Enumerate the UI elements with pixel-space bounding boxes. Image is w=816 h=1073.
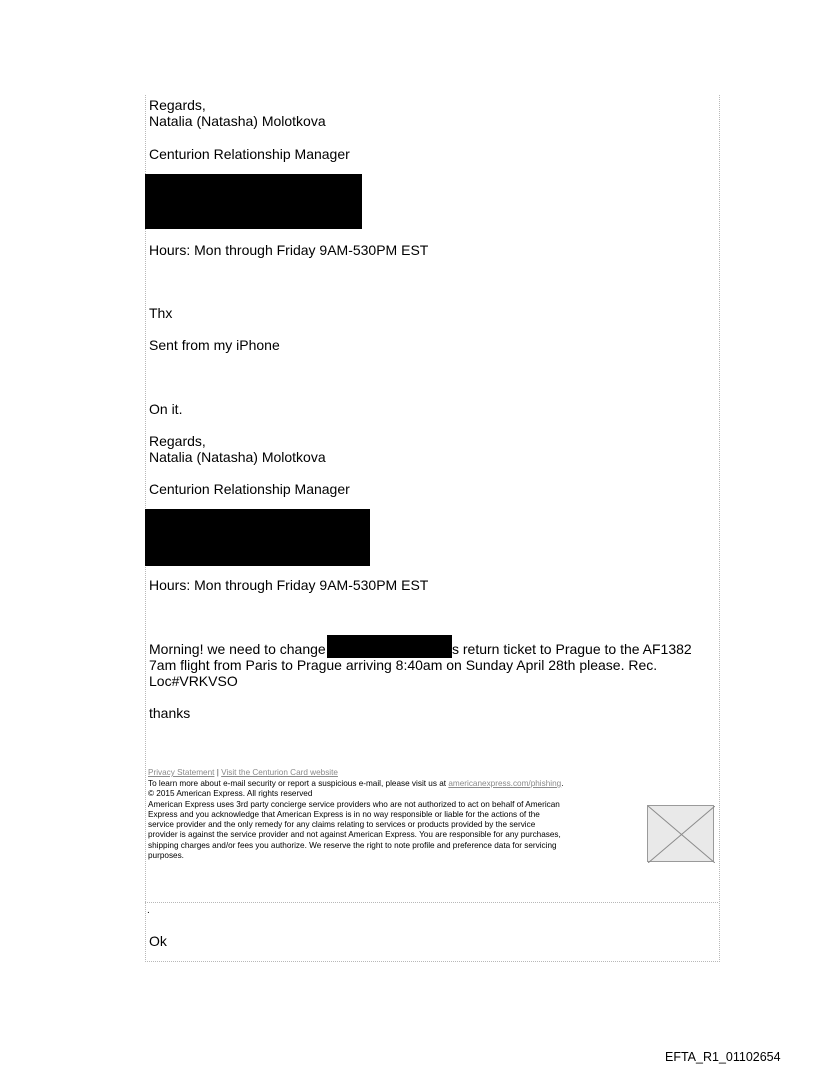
link-separator: | [216,768,219,777]
footer-disclaimer-line: service provider and the only remedy for any claims relating to services or products provided by the service [148,820,536,829]
signature-title: Centurion Relationship Manager [149,146,350,162]
redaction-block [145,509,370,566]
footer-disclaimer-line: shipping charges and/or fees you authorize. We reserve the right to note profile and preference data for servicing [148,841,557,850]
message-ok: Ok [149,933,167,949]
signature-name: Natalia (Natasha) Molotkova [149,113,326,129]
redaction-block [327,635,452,658]
redaction-block [145,174,362,229]
footer-links [148,768,338,778]
message-on-it: On it. [149,401,183,417]
privacy-statement-link[interactable]: Privacy Statement [148,768,215,777]
request-line-1-start: Morning! we need to change [149,641,326,657]
signature-regards: Regards, [149,97,206,113]
message-thx: Thx [149,305,173,321]
request-line-2: 7am flight from Paris to Prague arriving 8:40am on Sunday April 28th please. Rec. [149,657,658,673]
security-text: To learn more about e-mail security or report a suspicious e-mail, please visit us at [148,779,449,788]
request-line-3: Loc#VRKVSO [149,673,238,689]
message-sent-from: Sent from my iPhone [149,337,280,353]
footer-disclaimer-line: Express and you acknowledge that American Express is in no way responsible or liable for the actions of the [148,810,540,819]
phishing-link[interactable]: americanexpress.com/phishing [448,779,562,788]
signature-name: Natalia (Natasha) Molotkova [149,449,326,465]
divider [145,902,718,903]
request-line-1-end: s return ticket to Prague to the AF1382 [452,641,692,657]
bates-number: EFTA_R1_01102654 [665,1050,781,1064]
footer-copyright: © 2015 American Express. All rights reserved [148,789,313,798]
stray-dot: . [147,905,150,916]
footer-disclaimer-line: purposes. [148,851,184,860]
signature-hours: Hours: Mon through Friday 9AM-530PM EST [149,577,429,593]
signature-title: Centurion Relationship Manager [149,481,350,497]
security-suffix: . [561,779,564,788]
signature-hours: Hours: Mon through Friday 9AM-530PM EST [149,242,429,258]
broken-image-placeholder-icon [647,805,714,862]
message-thanks: thanks [149,705,191,721]
footer-disclaimer-line: American Express uses 3rd party concierge service providers who are not authorized to act on behalf of American [148,800,560,809]
centurion-website-link[interactable]: Visit the Centurion Card website [221,768,338,777]
footer-disclaimer-line: provider is against the service provider and not against American Express. You are responsible for any purchases, [148,830,561,839]
footer-security-note [148,779,563,789]
signature-regards: Regards, [149,433,206,449]
